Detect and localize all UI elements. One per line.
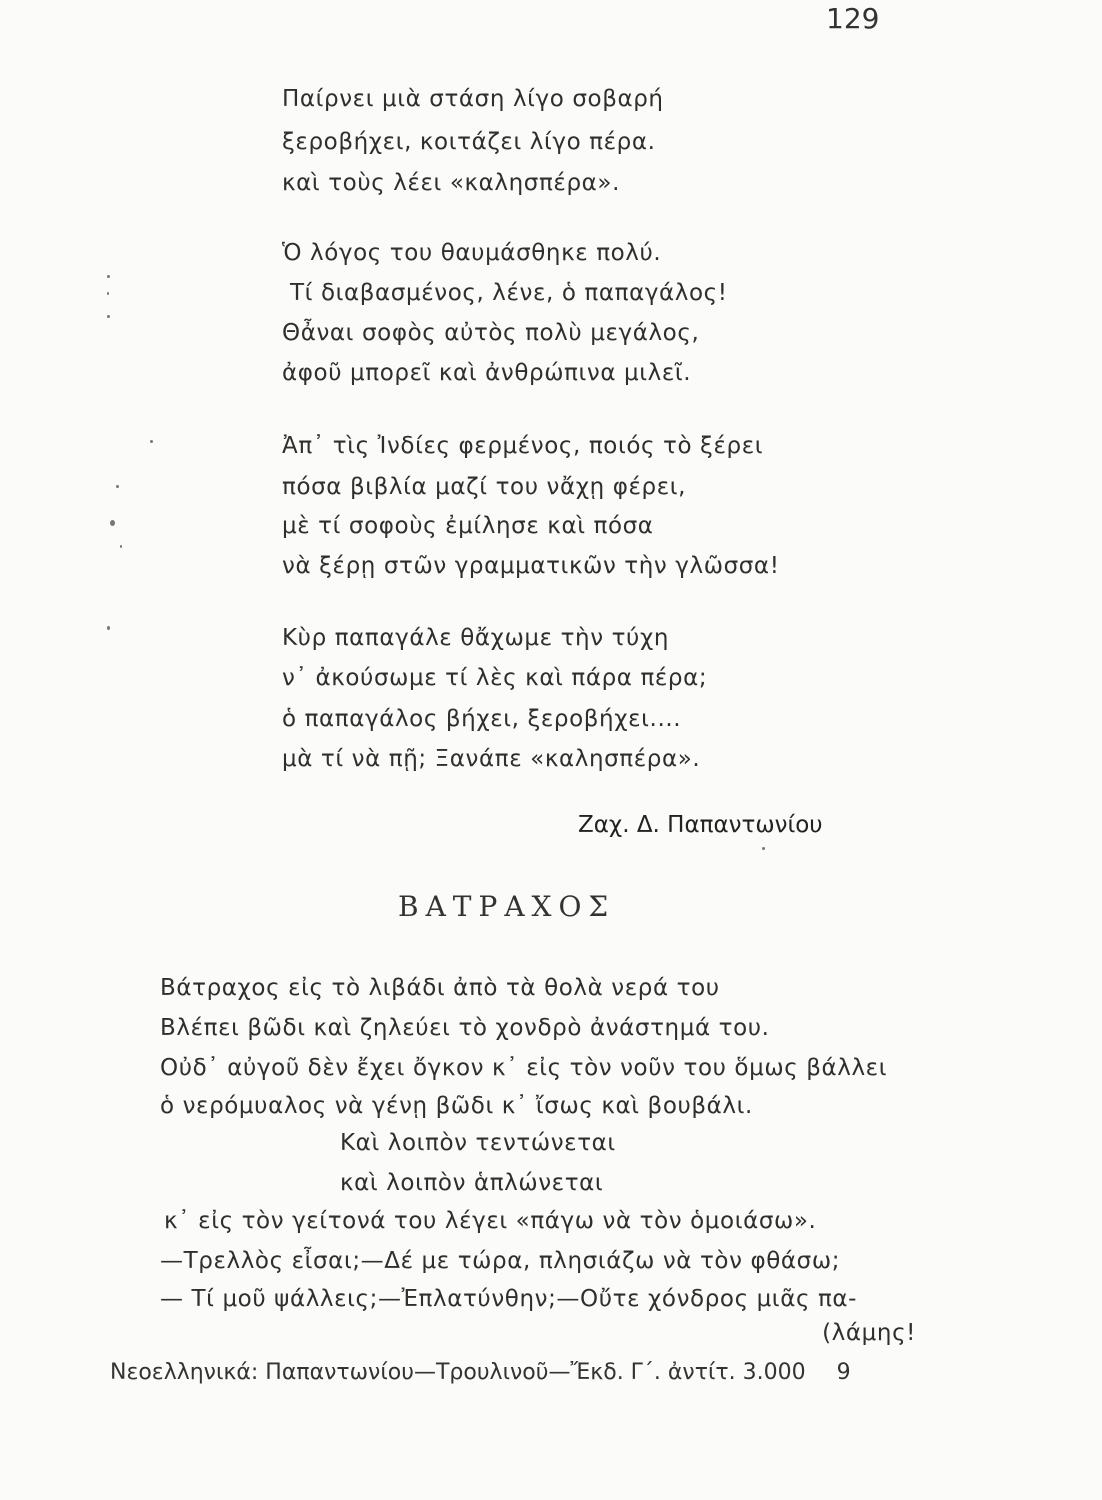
poem-author: Ζαχ. Δ. Παπαντωνίου	[578, 812, 823, 838]
scan-speck	[110, 520, 115, 526]
footer-text: Νεοελληνικά: Παπαντωνίου—Τρουλινοῦ—Ἔκδ. Γ΄. ἀντίτ. 3.000	[110, 1360, 806, 1385]
poem-line: ἀφοῦ μπορεῖ καὶ ἀνθρώπινα μιλεῖ.	[282, 360, 692, 386]
footer	[110, 1360, 851, 1385]
poem-line: ὁ νερόμυαλος νὰ γένῃ βῶδι κ᾿ ἴσως καὶ βουβάλι.	[160, 1093, 753, 1119]
scan-speck	[116, 485, 119, 488]
poem-line: Ὁ λόγος του θαυμάσθηκε πολύ.	[282, 240, 662, 266]
poem-line: πόσα βιβλία μαζί του νἄχῃ φέρει,	[282, 474, 687, 500]
poem-line: Τί διαβασμένος, λένε, ὁ παπαγάλος!	[290, 280, 728, 306]
poem-line: — Τί μοῦ ψάλλεις;—Ἐπλατύνθην;—Οὔτε χόνδρος μιᾶς πα-	[160, 1286, 858, 1312]
poem-line-end: (λάμης!	[822, 1320, 916, 1346]
poem-line: κ᾿ εἰς τὸν γείτονά του λέγει «πάγω νὰ τὸν ὁμοιάσω».	[164, 1208, 817, 1234]
poem-line: —Τρελλὸς εἶσαι;—Δέ με τώρα, πλησιάζω νὰ τὸν φθάσω;	[160, 1248, 841, 1274]
poem-line: καὶ τοὺς λέει «καλησπέρα».	[282, 170, 620, 196]
poem-line: ν᾿ ἀκούσωμε τί λὲς καὶ πάρα πέρα;	[282, 665, 708, 691]
poem-line: Θἆναι σοφὸς αὐτὸς πολὺ μεγάλος,	[282, 320, 700, 346]
page-number: 129	[826, 2, 880, 35]
poem-line: ξεροβήχει, κοιτάζει λίγο πέρα.	[282, 129, 656, 155]
poem-line: Καὶ λοιπὸν τεντώνεται	[340, 1130, 616, 1156]
poem-line: νὰ ξέρῃ στῶν γραμματικῶν τὴν γλῶσσα!	[282, 553, 780, 579]
scan-speck	[120, 545, 122, 548]
scan-speck	[107, 292, 109, 295]
poem-line: μὲ τί σοφοὺς ἐμίλησε καὶ πόσα	[282, 513, 654, 539]
poem-line: μὰ τί νὰ πῇ; Ξανάπε «καλησπέρα».	[282, 746, 701, 772]
scan-speck	[150, 440, 153, 443]
poem-line: Βάτραχος εἰς τὸ λιβάδι ἀπὸ τὰ θολὰ νερά του	[160, 975, 720, 1001]
poem-line: Βλέπει βῶδι καὶ ζηλεύει τὸ χονδρὸ ἀνάστημά του.	[160, 1015, 770, 1041]
scan-speck	[107, 626, 110, 630]
poem-title: ΒΑΤΡΑΧΟΣ	[398, 890, 616, 923]
poem-line: Παίρνει μιὰ στάση λίγο σοβαρή	[282, 86, 664, 112]
scan-speck	[107, 315, 110, 318]
scan-speck	[762, 847, 765, 850]
poem-line: Οὐδ᾿ αὐγοῦ δὲν ἔχει ὄγκον κ᾿ εἰς τὸν νοῦν του ὅμως βάλλει	[160, 1055, 888, 1081]
scan-speck	[107, 275, 110, 278]
poem-line: καὶ λοιπὸν ἁπλώνεται	[340, 1170, 604, 1196]
poem-line: ὁ παπαγάλος βήχει, ξεροβήχει....	[282, 706, 682, 732]
poem-line: Κὺρ παπαγάλε θἄχωμε τὴν τύχη	[282, 625, 670, 651]
signature-number: 9	[836, 1360, 851, 1385]
poem-line: Ἀπ᾿ τὶς Ἰνδίες φερμένος, ποιός τὸ ξέρει	[282, 433, 764, 459]
